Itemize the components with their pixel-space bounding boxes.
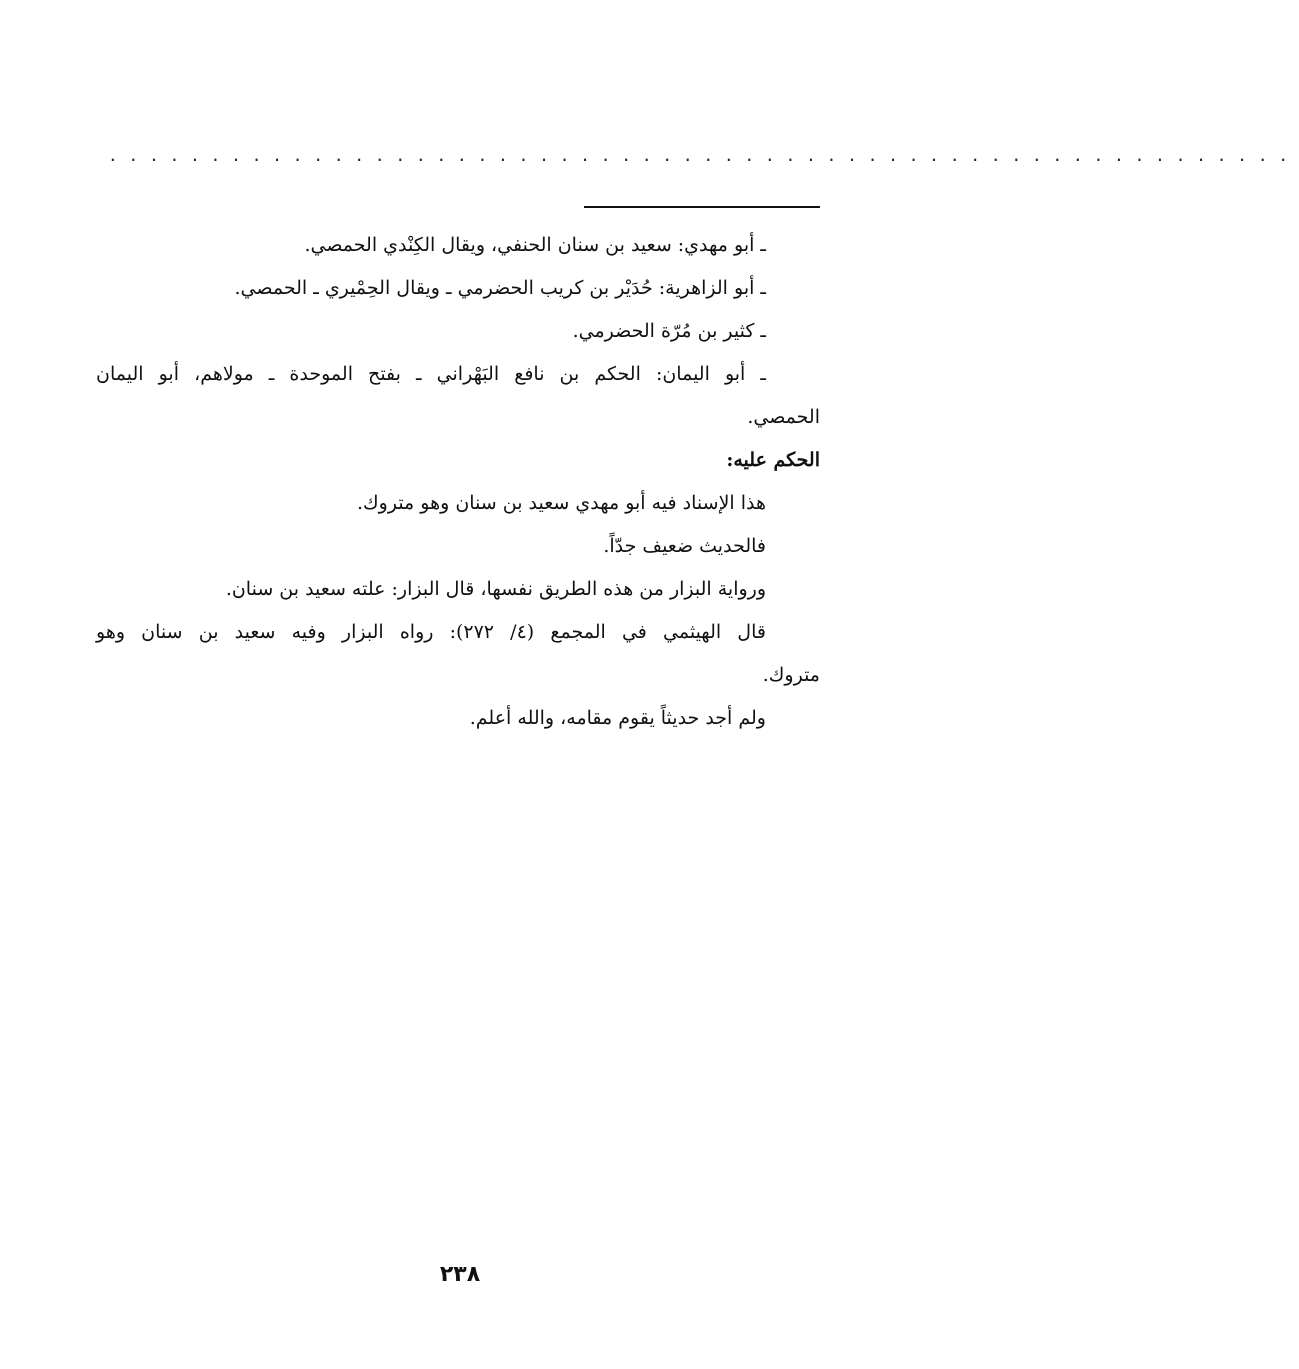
ruling-line-continuation: متروك. [762, 664, 820, 686]
narrator-line: ـ أبو الزاهرية: حُدَيْر بن كريب الحضرمي ـ ويقال الحِمْيري ـ الحمصي. [234, 277, 766, 299]
footnote-rule [584, 206, 820, 208]
ruling-line: قال الهيثمي في المجمع (٤/ ٢٧٢): رواه البزار وفيه سعيد بن سنان وهو [96, 621, 766, 643]
narrator-line: ـ كثير بن مُرّة الحضرمي. [572, 320, 766, 342]
page-body [96, 224, 820, 740]
ruling-line: ولم أجد حديثاً يقوم مقامه، والله أعلم. [469, 707, 766, 729]
page-number: ٢٣٨ [439, 1262, 481, 1287]
ruling-line: ورواية البزار من هذه الطريق نفسها، قال البزار: علته سعيد بن سنان. [225, 578, 766, 600]
ruling-line: هذا الإسناد فيه أبو مهدي سعيد بن سنان وهو متروك. [356, 492, 766, 514]
narrator-line: ـ أبو مهدي: سعيد بن سنان الحنفي، ويقال الكِنْدي الحمصي. [304, 234, 766, 256]
narrator-line: ـ أبو اليمان: الحكم بن نافع البَهْراني ـ بفتح الموحدة ـ مولاهم، أبو اليمان [96, 363, 766, 385]
section-heading: الحكم عليه: [726, 449, 820, 471]
dotted-separator: .......................................................... [108, 146, 1299, 165]
ruling-line: فالحديث ضعيف جدّاً. [603, 535, 766, 557]
narrator-line-continuation: الحمصي. [747, 406, 820, 428]
